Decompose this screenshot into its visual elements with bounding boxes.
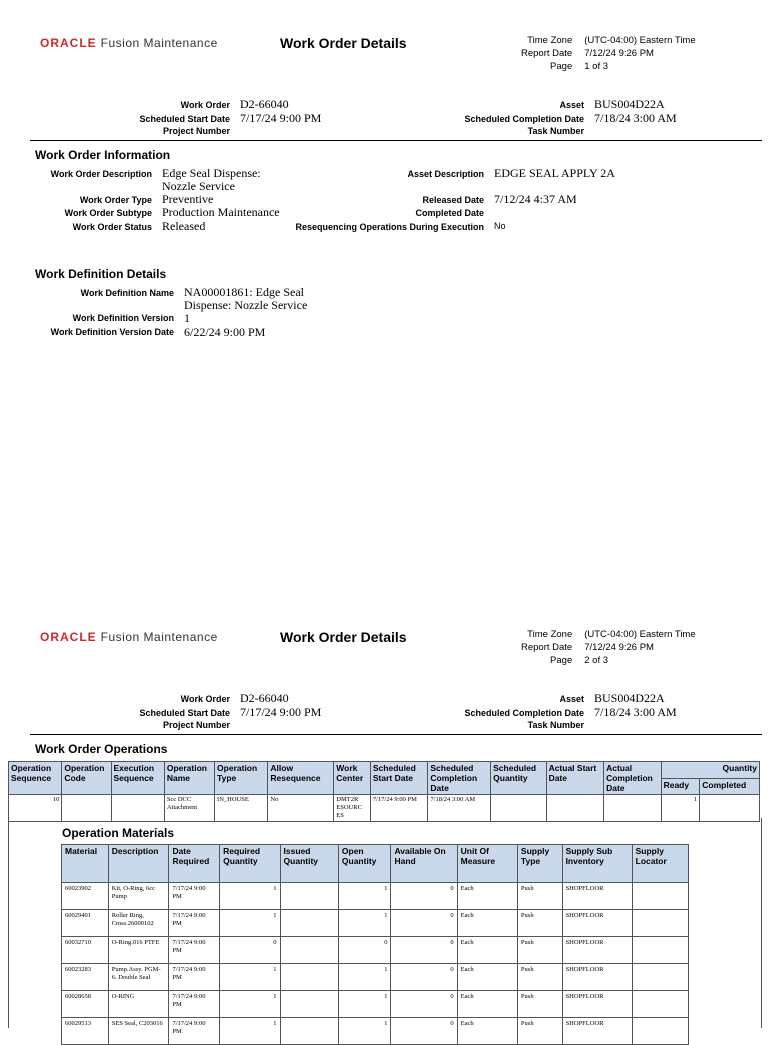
operation-materials-heading: Operation Materials: [62, 826, 175, 840]
col-open-quantity: Open Quantity: [338, 845, 391, 883]
table-row: [62, 937, 689, 964]
work-order-value: D2-66040: [240, 97, 289, 111]
col-description: Description: [108, 845, 169, 883]
cell-date-required: 7/17/24 9:00 PM: [169, 964, 220, 991]
wo-subtype-label: Work Order Subtype: [64, 208, 152, 218]
cell-issued-qty: [280, 964, 338, 991]
wo-type-value: Preventive: [162, 192, 214, 206]
cell-date-required: 7/17/24 9:00 PM: [169, 883, 220, 910]
timezone-value: (UTC-04:00) Eastern Time: [584, 35, 696, 46]
report-meta: [520, 34, 697, 73]
work-order-label: Work Order: [180, 694, 230, 704]
cell-supply-sub-inventory: SHOPFLOOR: [562, 991, 632, 1018]
col-supply-locator: Supply Locator: [632, 845, 688, 883]
asset-value: BUS004D22A: [594, 691, 665, 705]
cell-unit-of-measure: Each: [457, 1018, 517, 1045]
cell-supply-sub-inventory: SHOPFLOOR: [562, 910, 632, 937]
col-supply-type: Supply Type: [517, 845, 562, 883]
cell-required-qty: 1: [220, 964, 280, 991]
cell-open-qty: 1: [338, 964, 391, 991]
project-number-label: Project Number: [162, 126, 230, 136]
cell-date-required: 7/17/24 9:00 PM: [169, 1018, 220, 1045]
page-number: 2 of 3: [584, 655, 609, 666]
cell-issued-qty: [280, 883, 338, 910]
cell-issued-qty: [280, 910, 338, 937]
col-actual-completion: Actual Completion Date: [604, 762, 662, 795]
oracle-logo: ORACLE: [40, 630, 97, 644]
cell-supply-type: Push: [517, 910, 562, 937]
cell-supply-sub-inventory: SHOPFLOOR: [562, 883, 632, 910]
cell-supply-locator: [632, 991, 688, 1018]
cell-available-on-hand: 0: [391, 964, 457, 991]
timezone-value: (UTC-04:00) Eastern Time: [584, 629, 696, 640]
cell-required-qty: 1: [220, 991, 280, 1018]
product-name: Fusion Maintenance: [100, 630, 218, 644]
work-definition-heading: Work Definition Details: [35, 267, 167, 281]
cell-supply-type: Push: [517, 1018, 562, 1045]
table-row: [62, 991, 689, 1018]
cell-unit-of-measure: Each: [457, 910, 517, 937]
col-supply-sub-inventory: Supply Sub Inventory: [562, 845, 632, 883]
cell-required-qty: 1: [220, 1018, 280, 1045]
timezone-label: Time Zone: [527, 35, 573, 46]
col-operation-sequence: Operation Sequence: [9, 762, 62, 795]
cell-material: 60023902: [62, 883, 109, 910]
work-order-label: Work Order: [180, 100, 230, 110]
work-order-value: D2-66040: [240, 691, 289, 705]
col-completed: Completed: [700, 778, 760, 795]
cell-open-qty: 1: [338, 910, 391, 937]
page-label: Page: [550, 61, 573, 72]
cell-material: 60032710: [62, 937, 109, 964]
asset-description-value: EDGE SEAL APPLY 2A: [494, 166, 615, 180]
scheduled-start-label: Scheduled Start Date: [139, 114, 230, 124]
task-number-label: Task Number: [527, 720, 584, 730]
col-work-center: Work Center: [334, 762, 371, 795]
col-scheduled-completion: Scheduled Completion Date: [428, 762, 491, 795]
scheduled-completion-label: Scheduled Completion Date: [464, 708, 584, 718]
cell-reseq: No: [268, 795, 334, 822]
work-definition-version-label: Work Definition Version: [72, 313, 174, 323]
cell-open-qty: 1: [338, 883, 391, 910]
cell-ssd: 7/17/24 9:00 PM: [370, 795, 428, 822]
scheduled-completion-value: 7/18/24 3:00 AM: [594, 705, 677, 719]
wo-status-value: Released: [162, 219, 206, 233]
cell-date-required: 7/17/24 9:00 PM: [169, 937, 220, 964]
cell-supply-sub-inventory: SHOPFLOOR: [562, 1018, 632, 1045]
cell-issued-qty: [280, 1018, 338, 1045]
cell-supply-sub-inventory: SHOPFLOOR: [562, 964, 632, 991]
cell-ready: 1: [661, 795, 700, 822]
report-date-value: 7/12/24 9:26 PM: [584, 642, 654, 653]
col-operation-type: Operation Type: [215, 762, 268, 795]
cell-issued-qty: [280, 991, 338, 1018]
cell-seq: 10: [9, 795, 62, 822]
page-number: 1 of 3: [584, 61, 609, 72]
report-date-value: 7/12/24 9:26 PM: [584, 48, 654, 59]
cell-unit-of-measure: Each: [457, 883, 517, 910]
wo-description-value: Edge Seal Dispense: Nozzle Service: [162, 166, 261, 193]
cell-date-required: 7/17/24 9:00 PM: [169, 991, 220, 1018]
cell-required-qty: 1: [220, 883, 280, 910]
cell-description: Kit, O-Ring, 6cc Pump: [108, 883, 169, 910]
col-unit-of-measure: Unit Of Measure: [457, 845, 517, 883]
resequencing-label: Resequencing Operations During Execution: [295, 222, 484, 232]
released-date-label: Released Date: [422, 195, 484, 205]
cell-description: SES Seal, C203016: [108, 1018, 169, 1045]
cell-supply-locator: [632, 1018, 688, 1045]
cell-required-qty: 0: [220, 937, 280, 964]
work-definition-version-date-value: 6/22/24 9:00 PM: [184, 325, 266, 339]
cell-work-center: DMT2R ESOURC ES: [334, 795, 371, 822]
cell-scd: 7/18/24 3:00 AM: [428, 795, 491, 822]
report-date-label: Report Date: [521, 642, 573, 653]
cell-supply-type: Push: [517, 964, 562, 991]
scheduled-start-value: 7/17/24 9:00 PM: [240, 111, 322, 125]
cell-open-qty: 1: [338, 991, 391, 1018]
work-order-info-heading: Work Order Information: [35, 148, 171, 162]
col-available-on-hand: Available On Hand: [391, 845, 457, 883]
cell-description: O-Ring.016 PTFE: [108, 937, 169, 964]
work-definition-version-value: 1: [184, 311, 190, 325]
cell-open-qty: 1: [338, 1018, 391, 1045]
cell-available-on-hand: 0: [391, 991, 457, 1018]
work-order-operations-heading: Work Order Operations: [35, 742, 168, 756]
col-material: Material: [62, 845, 109, 883]
page-title: Work Order Details: [280, 35, 407, 51]
materials-table: [61, 844, 689, 1045]
work-definition-name-value: NA00001861: Edge Seal Dispense: Nozzle Service: [184, 285, 308, 312]
col-actual-start: Actual Start Date: [546, 762, 604, 795]
cell-required-qty: 1: [220, 910, 280, 937]
divider: [30, 734, 762, 735]
cell-open-qty: 0: [338, 937, 391, 964]
col-required-quantity: Required Quantity: [220, 845, 280, 883]
table-row: [62, 1018, 689, 1045]
scheduled-start-label: Scheduled Start Date: [139, 708, 230, 718]
col-quantity: Quantity: [661, 762, 759, 779]
scheduled-completion-value: 7/18/24 3:00 AM: [594, 111, 677, 125]
asset-label: Asset: [559, 694, 584, 704]
scheduled-completion-label: Scheduled Completion Date: [464, 114, 584, 124]
product-name: Fusion Maintenance: [100, 36, 218, 50]
page-label: Page: [550, 655, 573, 666]
cell-available-on-hand: 0: [391, 910, 457, 937]
asset-description-label: Asset Description: [407, 169, 484, 179]
cell-name: Scc DCC Attachment: [164, 795, 214, 822]
report-meta-page2: [520, 628, 697, 667]
cell-supply-type: Push: [517, 991, 562, 1018]
cell-description: Roller Ring, Cmss.26000102: [108, 910, 169, 937]
cell-supply-sub-inventory: SHOPFLOOR: [562, 937, 632, 964]
wo-status-label: Work Order Status: [72, 222, 152, 232]
col-operation-name: Operation Name: [164, 762, 214, 795]
cell-supply-locator: [632, 910, 688, 937]
cell-material: 60023283: [62, 964, 109, 991]
cell-type: IN_HOUSE: [215, 795, 268, 822]
table-row: [62, 883, 689, 910]
col-scheduled-quantity: Scheduled Quantity: [491, 762, 546, 795]
cell-unit-of-measure: Each: [457, 964, 517, 991]
page-title-page2: Work Order Details: [280, 629, 407, 645]
completed-date-label: Completed Date: [415, 208, 484, 218]
brand-logo: [40, 34, 218, 52]
timezone-label: Time Zone: [527, 629, 573, 640]
col-scheduled-start: Scheduled Start Date: [370, 762, 428, 795]
report-date-label: Report Date: [521, 48, 573, 59]
wo-description-label: Work Order Description: [50, 169, 152, 179]
cell-issued-qty: [280, 937, 338, 964]
wo-type-label: Work Order Type: [79, 195, 152, 205]
cell-material: 60028658: [62, 991, 109, 1018]
asset-value: BUS004D22A: [594, 97, 665, 111]
col-allow-resequence: Allow Resequence: [268, 762, 334, 795]
work-definition-version-date-label: Work Definition Version Date: [50, 327, 174, 337]
col-issued-quantity: Issued Quantity: [280, 845, 338, 883]
cell-supply-locator: [632, 883, 688, 910]
cell-available-on-hand: 0: [391, 883, 457, 910]
cell-supply-locator: [632, 937, 688, 964]
wo-subtype-value: Production Maintenance: [162, 205, 280, 219]
table-row: [62, 964, 689, 991]
divider: [30, 140, 762, 141]
cell-material: 60029513: [62, 1018, 109, 1045]
cell-available-on-hand: 0: [391, 937, 457, 964]
cell-date-required: 7/17/24 9:00 PM: [169, 910, 220, 937]
col-ready: Ready: [661, 778, 700, 795]
col-operation-code: Operation Code: [62, 762, 111, 795]
operations-table: [8, 761, 760, 822]
task-number-label: Task Number: [527, 126, 584, 136]
cell-unit-of-measure: Each: [457, 991, 517, 1018]
cell-supply-locator: [632, 964, 688, 991]
asset-label: Asset: [559, 100, 584, 110]
table-row: [62, 910, 689, 937]
cell-description: Pump.Assy. PGM-6. Double Seal: [108, 964, 169, 991]
resequencing-value: No: [494, 221, 506, 231]
cell-description: O-RING: [108, 991, 169, 1018]
work-definition-name-label: Work Definition Name: [80, 288, 174, 298]
col-execution-sequence: Execution Sequence: [111, 762, 164, 795]
col-date-required: Date Required: [169, 845, 220, 883]
brand-logo-page2: [40, 628, 218, 646]
cell-unit-of-measure: Each: [457, 937, 517, 964]
cell-material: 60029401: [62, 910, 109, 937]
cell-available-on-hand: 0: [391, 1018, 457, 1045]
cell-supply-type: Push: [517, 883, 562, 910]
released-date-value: 7/12/24 4:37 AM: [494, 192, 577, 206]
cell-supply-type: Push: [517, 937, 562, 964]
project-number-label: Project Number: [162, 720, 230, 730]
oracle-logo: ORACLE: [40, 36, 97, 50]
scheduled-start-value: 7/17/24 9:00 PM: [240, 705, 322, 719]
